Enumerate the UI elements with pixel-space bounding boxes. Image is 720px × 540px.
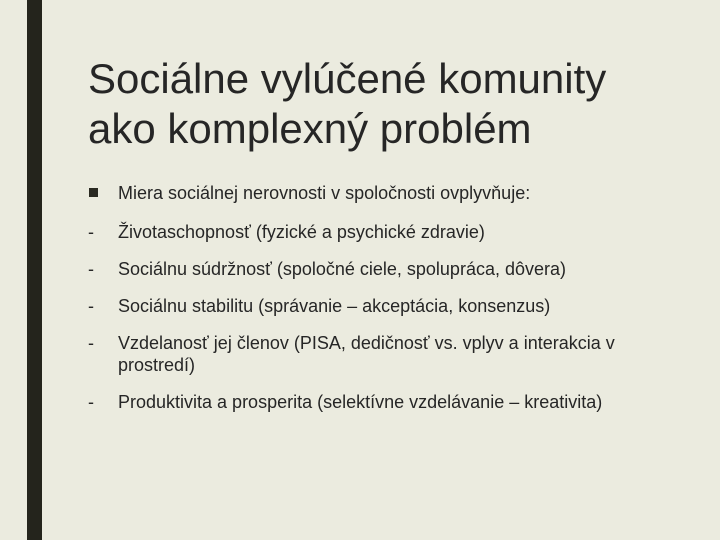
list-item-text: Životaschopnosť (fyzické a psychické zdravie)	[118, 222, 485, 242]
list-item	[88, 221, 688, 243]
list-item	[88, 391, 688, 413]
main-bullet-text: Miera sociálnej nerovnosti v spoločnosti ovplyvňuje:	[118, 183, 531, 203]
list-item	[88, 332, 688, 376]
list-item	[88, 258, 688, 280]
square-bullet-icon	[89, 188, 98, 197]
slide-title	[88, 54, 688, 154]
dash-bullet-icon: -	[88, 392, 94, 412]
dash-bullet-icon: -	[88, 222, 94, 242]
list-item-text: Produktivita a prosperita (selektívne vzdelávanie – kreativita)	[118, 392, 603, 412]
list-item-text: Vzdelanosť jej členov (PISA, dedičnosť vs. vplyv a interakcia v prostredí)	[118, 333, 615, 375]
bullet-list	[88, 182, 688, 428]
list-item-text: Sociálnu stabilitu (správanie – akceptácia, konsenzus)	[118, 296, 551, 316]
dash-bullet-icon: -	[88, 333, 94, 353]
title-line-1: Sociálne vylúčené komunity	[88, 55, 607, 102]
list-item-text: Sociálnu súdržnosť (spoločné ciele, spolupráca, dôvera)	[118, 259, 566, 279]
main-bullet	[88, 182, 688, 204]
left-accent-bar	[27, 0, 42, 540]
dash-bullet-icon: -	[88, 259, 94, 279]
list-item	[88, 295, 688, 317]
dash-bullet-icon: -	[88, 296, 94, 316]
title-line-2: ako komplexný problém	[88, 105, 532, 152]
